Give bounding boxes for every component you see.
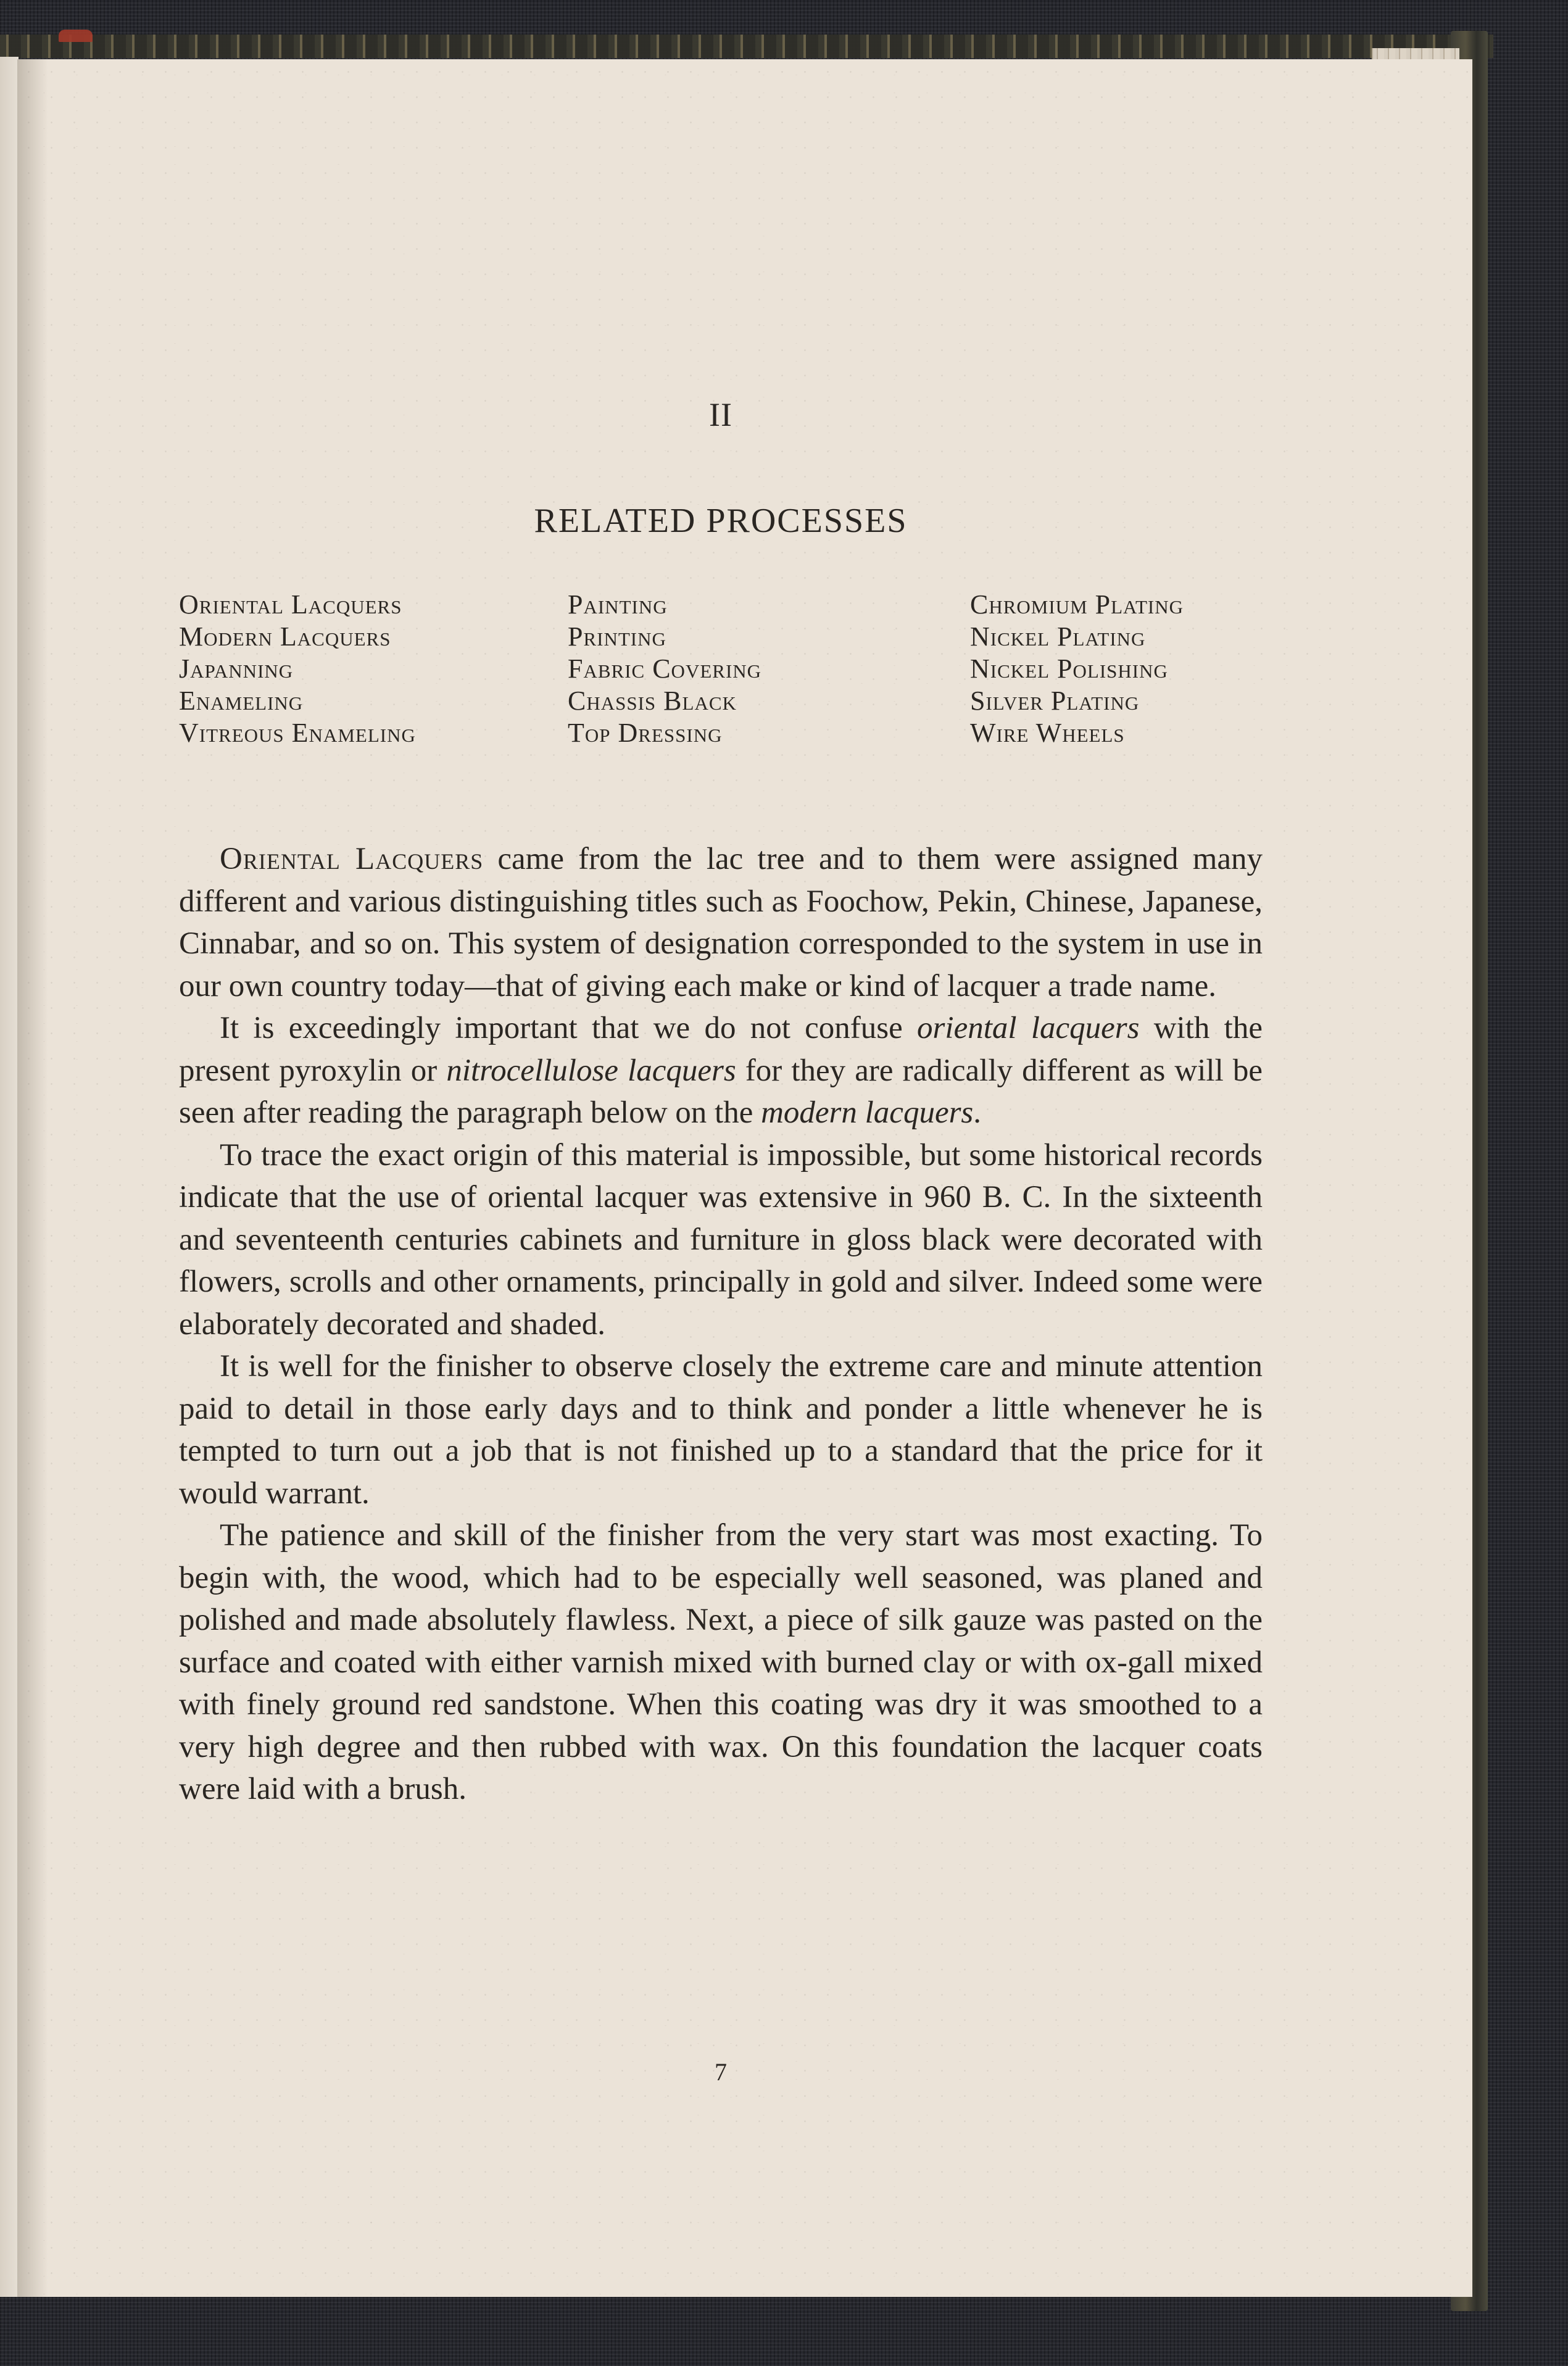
paragraph-process: The patience and skill of the finisher from the very start was most exacting. To begin with, the wood, which had to be especially well seasoned, was planed and polished and made absolutely flawless. Next, a piece of silk gauze was pasted on the surface and coated with either varnish mixed with burned clay or with ox-gall mixed with finely ground red sandstone. When this coating was dry it was smoothed to a very high degree and then rubbed with wax. On this foundation the lacquer coats were laid with a brush. [179,1518,1263,1806]
paragraph-confusion-warning [179,1007,1263,1134]
topic-item: Nickel Polishing [970,654,1168,684]
topic-column-1 [179,589,416,749]
paragraph-origin: To trace the exact origin of this material is impossible, but some historical records indicate that the use of oriental lacquer was extensive in 960 B. C. In the sixteenth and seventeenth centuries cabinets and furniture in gloss black were decorated with flowers, scrolls and other ornaments, principally in gold and silver. Indeed some were elaborately decorated and shaded. [179,1137,1263,1342]
italic-term: modern lacquers [761,1095,974,1130]
paragraph-text: came from the lac tree and to them were assigned many different and various distinguishing titles such as Foochow, Pekin, Chinese, Japanese, Cinnabar, and so on. This system of designation corresponded to the system in use in our own country today—that of giving each make or kind of lacquer a trade name. [179,842,1263,1003]
topic-column-3 [970,589,1184,749]
italic-term: nitrocellulose lacquers [446,1053,736,1088]
topic-item: Vitreous Enameling [179,718,416,748]
topic-item: Painting [568,589,668,620]
italic-term: oriental lacquers [917,1011,1140,1045]
topic-item: Fabric Covering [568,654,762,684]
paragraph-oriental-lacquers [179,838,1263,1007]
paragraph-finisher-care: It is well for the finisher to observe closely the extreme care and minute attention paid to detail in those early days and to think and ponder a little whenever he is tempted to turn out a job that is not finished up to a standard that the price for it would warrant. [179,1349,1263,1511]
topic-item: Chassis Black [568,686,737,716]
paragraph-text: for they are radically different as will be seen after reading the paragraph below on the [179,1053,1263,1130]
topic-item: Top Dressing [568,718,723,748]
book-page [17,59,1472,2297]
topic-item: Chromium Plating [970,589,1184,620]
topic-item: Japanning [179,654,294,684]
topic-item: Modern Lacquers [179,621,391,652]
topic-item: Silver Plating [970,686,1140,716]
topic-item: Printing [568,621,666,652]
previous-page-edge [0,57,19,2297]
topic-item: Nickel Plating [970,621,1146,652]
chapter-title: RELATED PROCESSES [534,502,908,540]
topic-column-2 [568,589,761,749]
headband-red-mark [59,30,93,42]
page-number: 7 [715,2058,727,2086]
paragraph-text: It is exceedingly important that we do not confuse [220,1011,918,1045]
paragraph-text: with the present pyroxylin or [179,1011,1263,1088]
lead-small-caps: Oriental Lacquers [220,842,484,876]
gutter-shadow [17,59,48,2297]
topic-item: Oriental Lacquers [179,589,402,620]
book-headband [0,35,1493,58]
topic-item: Wire Wheels [970,718,1125,748]
chapter-number: II [709,396,732,433]
topic-item: Enameling [179,686,304,716]
paragraph-text: . [973,1095,982,1130]
body-text [179,838,1263,1811]
